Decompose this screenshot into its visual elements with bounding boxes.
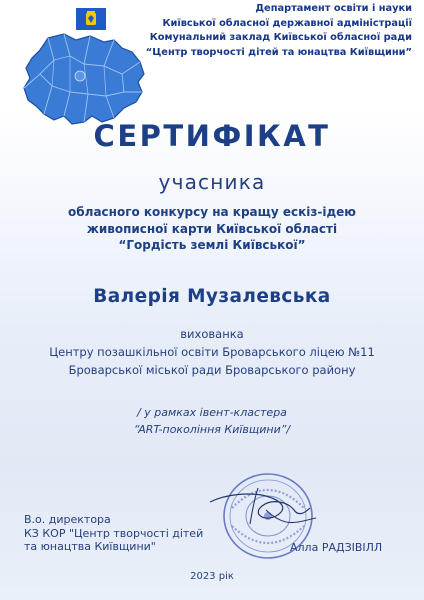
issuer-line-1: Департамент освіти і науки: [255, 3, 412, 14]
certificate-subtitle: учасника: [158, 170, 266, 194]
event-cluster: [0, 404, 424, 438]
recipient-org-line-1: Центру позашкільної освіти Броварського ліцею №11: [49, 345, 375, 359]
signer-line-1: В.о. директора: [24, 513, 111, 526]
certificate-title: СЕРТИФІКАТ: [93, 119, 331, 153]
recipient-affiliation: [0, 325, 424, 379]
event-line-2: “ART-покоління Київщини”/: [133, 423, 291, 436]
contest-line-2: живописної карти Київської області: [86, 221, 338, 236]
issuer-line-4: “Центр творчості дітей та юнацтва Київщини”: [145, 46, 412, 58]
signer-title: [24, 513, 203, 554]
contest-description: [0, 204, 424, 254]
issuer-line-2: Київської обласної державної адміністрації: [162, 17, 412, 29]
recipient-role: вихованка: [180, 327, 244, 341]
recipient-name: Валерія Музалевська: [93, 286, 331, 307]
signer-line-2: КЗ КОР "Центр творчості дітей: [24, 526, 204, 540]
contest-line-1: обласного конкурсу на кращу ескіз-ідею: [68, 205, 356, 219]
kyiv-oblast-flag-icon: [76, 8, 106, 30]
issuer-line-3: Комунальний заклад Київської обласної ради: [149, 32, 412, 43]
event-line-1: / у рамках івент-кластера: [137, 406, 287, 419]
signer-line-3: та юнацтва Київщини": [24, 540, 156, 553]
certificate-year: 2023 рік: [190, 571, 234, 582]
issuer-header: [112, 2, 412, 60]
recipient-org-line-2: Броварської міської ради Броварського району: [68, 363, 356, 377]
handwritten-signature-icon: [206, 480, 326, 540]
signer-name: Алла РАДЗІВІЛЛ: [290, 541, 383, 554]
contest-line-3: “Гордість землі Київської”: [118, 238, 306, 252]
